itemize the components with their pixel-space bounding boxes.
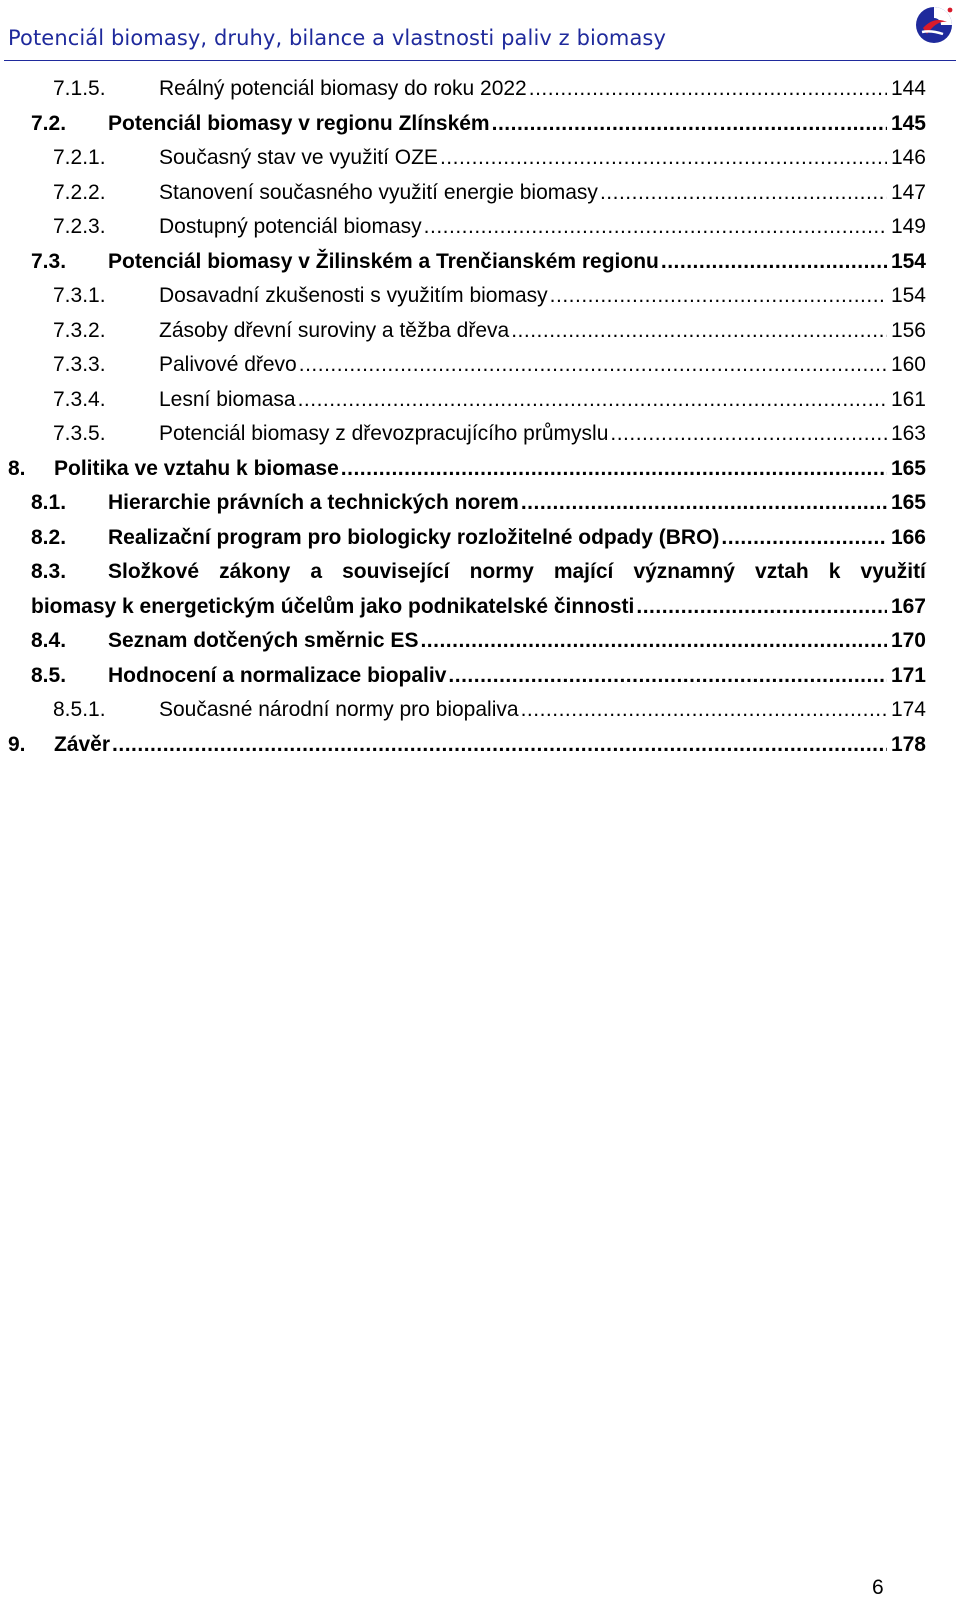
toc-leader-dots: [424, 210, 887, 245]
toc-entry-page: 178: [890, 732, 926, 756]
toc-entry-title: Seznam dotčených směrnic ES: [108, 629, 419, 652]
toc-leader-dots: [440, 141, 887, 176]
toc-entry-title: Dosavadní zkušenosti s využitím biomasy: [159, 284, 548, 307]
toc-entry[interactable]: [0, 210, 960, 245]
toc-entry-number: 9.: [8, 732, 26, 756]
toc-entry[interactable]: [0, 279, 960, 314]
toc-title-word: související: [342, 560, 450, 583]
toc-entry-page: 154: [890, 249, 926, 273]
toc-entry[interactable]: [0, 107, 960, 142]
toc-entry-page: 171: [890, 663, 926, 687]
toc-entry-number: 7.2.: [31, 111, 67, 135]
toc-entry[interactable]: [0, 383, 960, 418]
toc-entry-page: 145: [890, 111, 926, 135]
toc-title-word: normy: [469, 560, 534, 583]
toc-entry-title: Potenciál biomasy v Žilinském a Trenčianském regionu: [108, 249, 659, 273]
document-title: Potenciál biomasy, druhy, bilance a vlastnosti paliv z biomasy: [8, 26, 666, 50]
toc-title-word: vztah: [755, 560, 809, 583]
toc-entry-title-line1: [108, 555, 926, 590]
toc-entry-title: Potenciál biomasy z dřevozpracujícího průmyslu: [159, 422, 609, 445]
toc-leader-dots: [299, 348, 887, 383]
toc-entry-number: 7.3.1.: [53, 284, 106, 307]
page-number: 6: [872, 1576, 884, 1599]
toc-leader-dots: [721, 521, 887, 556]
toc-entry-title: Politika ve vztahu k biomase: [54, 456, 339, 480]
toc-leader-dots: [341, 452, 887, 487]
toc-entry-number: 7.3.2.: [53, 318, 106, 342]
toc-entry-page: 149: [890, 215, 926, 238]
toc-entry-page: 154: [890, 284, 926, 307]
toc-leader-dots: [298, 383, 887, 418]
toc-entry-number: 7.2.3.: [53, 215, 106, 238]
toc-entry[interactable]: [0, 452, 960, 487]
toc-entry-number: 7.2.2.: [53, 180, 106, 204]
toc-entry-title: Potenciál biomasy v regionu Zlínském: [108, 111, 490, 135]
toc-entry-number: 8.5.1.: [53, 698, 106, 721]
toc-entry-title: Dostupný potenciál biomasy: [159, 215, 422, 238]
toc-entry[interactable]: [0, 555, 960, 624]
toc-leader-dots: [636, 590, 887, 625]
toc-entry-title: Lesní biomasa: [159, 387, 296, 411]
toc-entry-number: 7.3.: [31, 249, 67, 273]
toc-entry-number: 8.2.: [31, 525, 67, 549]
toc-entry-title: Reálný potenciál biomasy do roku 2022: [159, 77, 527, 100]
toc-entry-page: 165: [890, 456, 926, 480]
toc-leader-dots: [521, 486, 887, 521]
toc-entry[interactable]: [0, 176, 960, 211]
toc-entry-number: 7.3.4.: [53, 387, 106, 411]
toc-entry[interactable]: [0, 72, 960, 107]
toc-title-word: a: [310, 560, 323, 583]
toc-entry-number: 8.5.: [31, 663, 67, 687]
toc-entry[interactable]: [0, 521, 960, 556]
toc-entry-title: Hodnocení a normalizace biopaliv: [108, 663, 447, 687]
company-logo-icon: [913, 4, 955, 46]
toc-entry-number: 7.3.5.: [53, 422, 106, 445]
toc-leader-dots: [420, 624, 887, 659]
toc-entry[interactable]: [0, 659, 960, 694]
toc-entry-title: Závěr: [54, 732, 111, 756]
toc-entry-page: 160: [890, 353, 926, 376]
toc-entry[interactable]: [0, 693, 960, 728]
toc-leader-dots: [492, 107, 887, 142]
toc-entry-number: 8.1.: [31, 491, 67, 514]
toc-title-word: k: [828, 560, 841, 583]
toc-leader-dots: [661, 245, 887, 280]
toc-entry-title: Stanovení současného využití energie biomasy: [159, 180, 598, 204]
toc-entry[interactable]: [0, 486, 960, 521]
toc-entry[interactable]: [0, 728, 960, 763]
toc-entry-page: 165: [890, 491, 926, 514]
toc-entry-title: Současné národní normy pro biopaliva: [159, 698, 519, 721]
toc-entry-page: 161: [890, 387, 926, 411]
toc-title-word: Složkové: [108, 560, 200, 583]
toc-entry[interactable]: [0, 245, 960, 280]
toc-leader-dots: [610, 417, 887, 452]
toc-entry-page: 174: [890, 698, 926, 721]
toc-entry-number: 8.3.: [31, 560, 67, 583]
toc-entry-page: 170: [890, 629, 926, 652]
toc-entry-title-line2: biomasy k energetickým účelům jako podnikatelské činnosti: [31, 594, 635, 618]
toc-entry-number: 7.2.1.: [53, 146, 106, 169]
toc-entry[interactable]: [0, 417, 960, 452]
toc-leader-dots: [511, 314, 887, 349]
toc-leader-dots: [112, 728, 887, 763]
toc-entry-page: 167: [890, 594, 926, 618]
header-divider: [4, 60, 956, 61]
table-of-contents: [0, 72, 960, 762]
toc-entry-number: 7.3.3.: [53, 353, 106, 376]
toc-title-word: významný: [633, 560, 735, 583]
toc-entry-title: Realizační program pro biologicky rozložitelné odpady (BRO): [108, 525, 720, 549]
toc-entry-page: 166: [890, 525, 926, 549]
toc-leader-dots: [550, 279, 887, 314]
toc-entry-page: 146: [890, 146, 926, 169]
toc-entry-title: Hierarchie právních a technických norem: [108, 491, 519, 514]
toc-entry[interactable]: [0, 314, 960, 349]
toc-title-word: využití: [860, 560, 926, 583]
toc-entry-title: Zásoby dřevní suroviny a těžba dřeva: [159, 318, 510, 342]
toc-leader-dots: [600, 176, 887, 211]
toc-leader-dots: [448, 659, 887, 694]
toc-entry-number: 8.4.: [31, 629, 67, 652]
toc-entry-number: 8.: [8, 456, 26, 480]
toc-leader-dots: [521, 693, 887, 728]
toc-entry-page: 156: [890, 318, 926, 342]
toc-entry[interactable]: [0, 624, 960, 659]
toc-entry-page: 144: [890, 77, 926, 100]
toc-entry-title: Současný stav ve využití OZE: [159, 146, 438, 169]
toc-title-word: zákony: [219, 560, 291, 583]
toc-title-word: mající: [553, 560, 614, 583]
toc-entry[interactable]: [0, 141, 960, 176]
toc-entry-number: 7.1.5.: [53, 77, 106, 100]
toc-entry-page: 163: [890, 422, 926, 445]
toc-entry[interactable]: [0, 348, 960, 383]
toc-entry-title: Palivové dřevo: [159, 353, 297, 376]
toc-leader-dots: [529, 72, 887, 107]
page-header: [0, 0, 960, 64]
toc-entry-page: 147: [890, 180, 926, 204]
